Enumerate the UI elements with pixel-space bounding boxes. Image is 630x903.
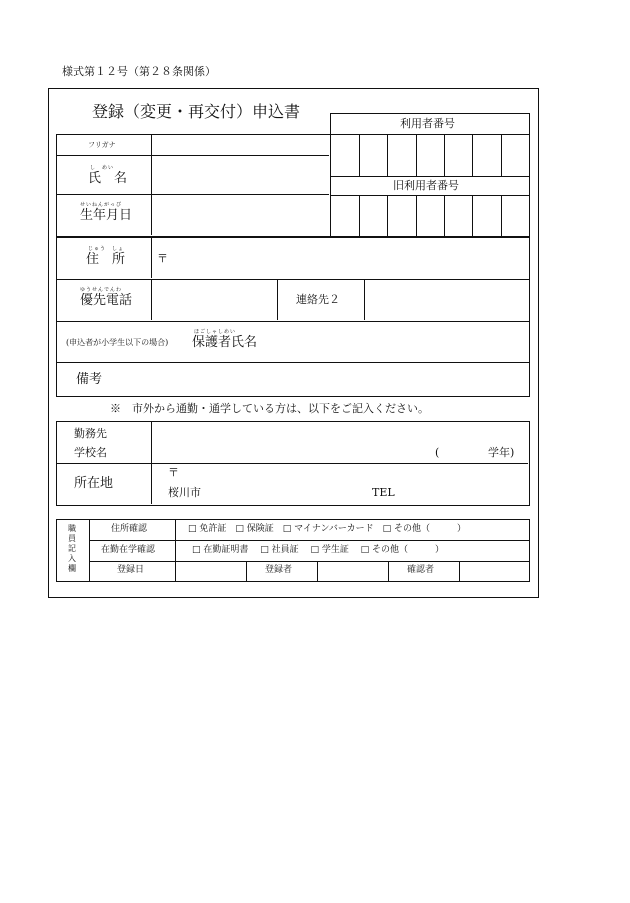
furigana-label: フリガナ <box>88 141 116 149</box>
postal-mark: 〒 <box>157 252 168 265</box>
registration-date-input[interactable] <box>176 562 248 582</box>
name-input[interactable] <box>152 157 332 195</box>
old-user-number-label: 旧利用者番号 <box>393 179 459 192</box>
confirmer-input[interactable] <box>460 562 532 582</box>
registrar-input[interactable] <box>318 562 390 582</box>
registration-date-label: 登録日 <box>117 565 145 575</box>
location-tel-input[interactable] <box>398 483 530 503</box>
work-check-options[interactable]: □ 在勤証明書 □ 社員証 □ 学生証 □ その他（ ） <box>192 545 445 555</box>
form-title: 登録（変更・再交付）申込書 <box>92 102 301 121</box>
user-number-label: 利用者番号 <box>400 117 455 130</box>
guardian-name-input[interactable] <box>262 324 531 362</box>
address-label: 住 所 <box>86 252 126 267</box>
registrar-label: 登録者 <box>265 565 293 575</box>
guardian-prefix: (申込者が小学生以下の場合) <box>66 338 169 347</box>
grade-label: 学年) <box>488 446 515 459</box>
staff-section-label: 職 員 記 入 欄 <box>68 524 76 573</box>
furigana-input[interactable] <box>152 136 332 156</box>
name-label: 氏 名 <box>88 171 128 186</box>
grade-input[interactable] <box>445 443 489 461</box>
address-input[interactable] <box>172 240 531 279</box>
school-label: 学校名 <box>74 446 107 459</box>
commuter-notice: ※ 市外から通勤・通学している方は、以下をご記入ください。 <box>110 402 429 415</box>
location-tel-label: TEL <box>372 486 395 499</box>
address-ruby: じゅう しょ <box>88 246 125 252</box>
address-check-label: 住所確認 <box>111 524 148 534</box>
guardian-ruby: ほごしゃしめい <box>194 329 237 335</box>
work-check-label: 在勤在学確認 <box>101 545 156 555</box>
phone-label: 優先電話 <box>80 293 133 308</box>
contact2-label: 連絡先２ <box>296 293 340 306</box>
address-check-options[interactable]: □ 免許証 □ 保険証 □ マイナンバーカード □ その他（ ） <box>188 524 467 534</box>
workplace-label: 勤務先 <box>74 427 107 440</box>
contact2-input[interactable] <box>366 282 531 321</box>
name-ruby: し めい <box>90 165 115 171</box>
confirmer-label: 確認者 <box>407 565 435 575</box>
grade-open-paren: ( <box>435 446 440 459</box>
location-city: 桜川市 <box>168 486 201 499</box>
birth-ruby: せいねんがっぴ <box>80 202 123 208</box>
location-address-input[interactable] <box>206 483 370 503</box>
form-number-note: 様式第１２号（第２８条関係） <box>62 65 216 78</box>
guardian-label: 保護者氏名 <box>192 335 258 350</box>
workplace-input[interactable] <box>152 424 431 462</box>
phone-input[interactable] <box>152 282 278 321</box>
user-number-input[interactable] <box>331 134 533 177</box>
remarks-label: 備考 <box>76 372 103 387</box>
location-label: 所在地 <box>74 476 114 491</box>
birth-label: 生年月日 <box>80 208 133 223</box>
phone-ruby: ゆうせんでんわ <box>80 287 123 293</box>
birth-date-input[interactable] <box>152 197 332 236</box>
location-postal-mark: 〒 <box>168 466 179 479</box>
old-user-number-input[interactable] <box>331 195 533 238</box>
remarks-input[interactable] <box>120 365 531 396</box>
